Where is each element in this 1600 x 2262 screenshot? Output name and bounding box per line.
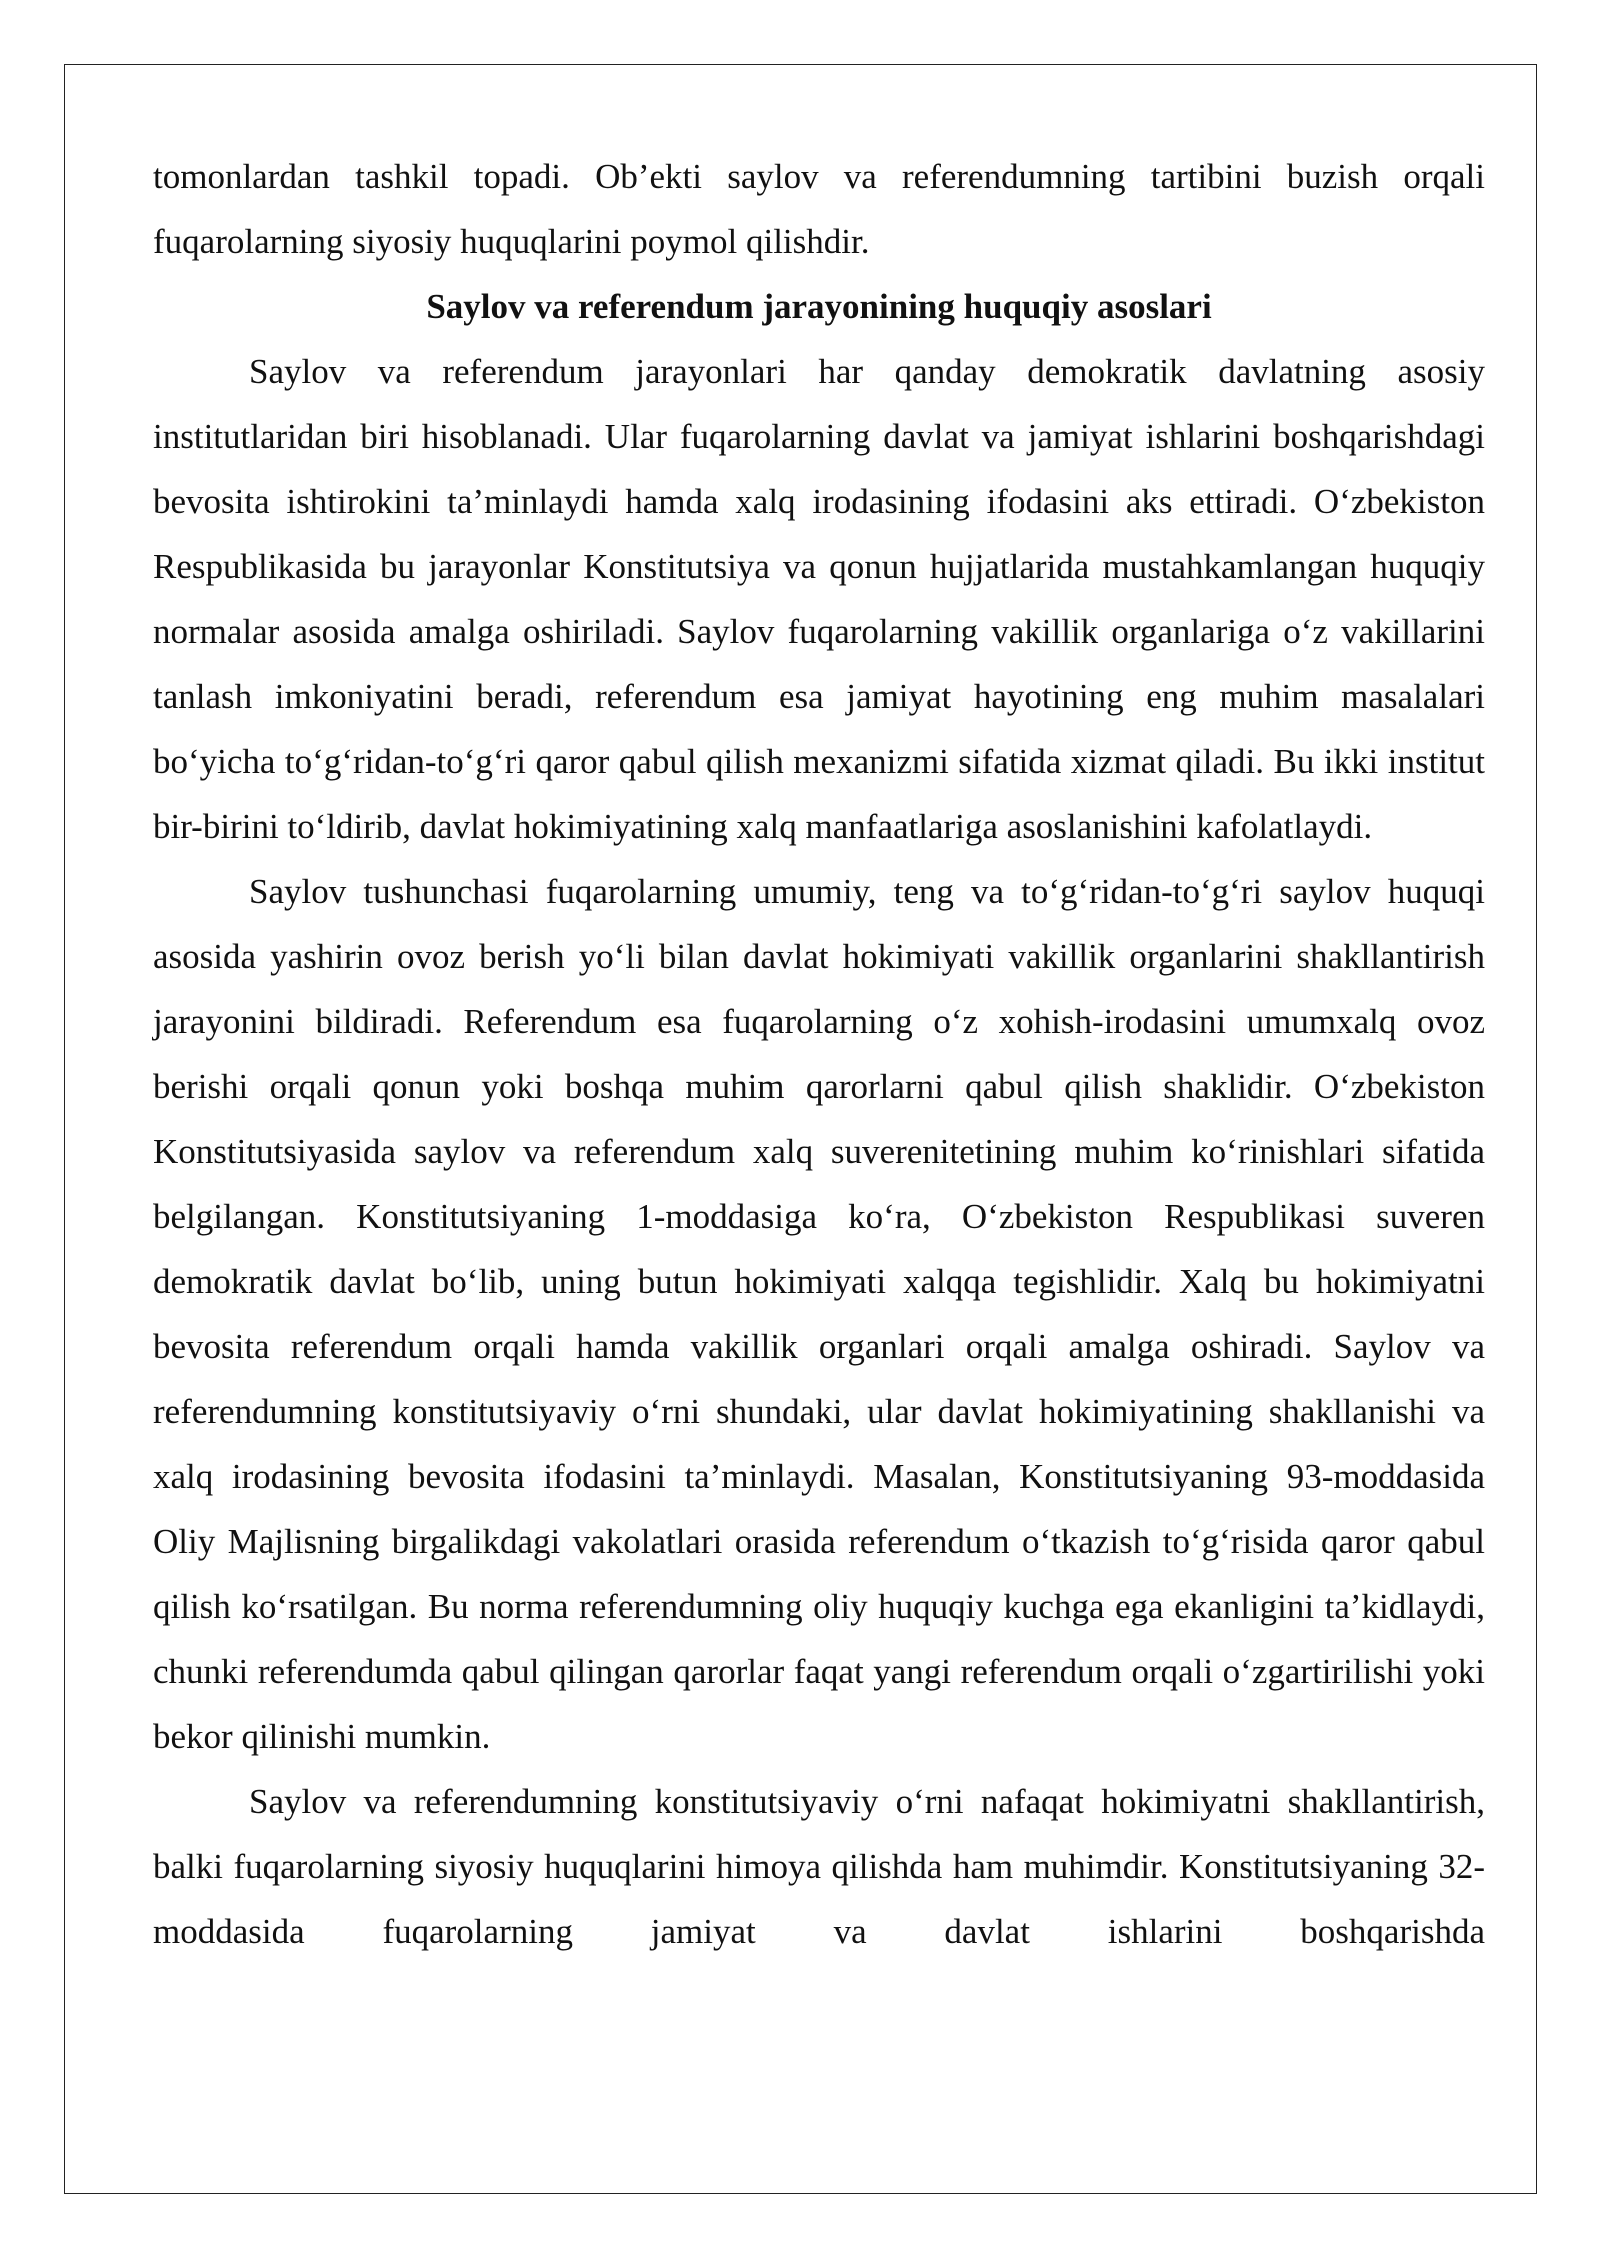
paragraph-continuation: tomonlardan tashkil topadi. Ob’ekti saylov va referendumning tartibini buzish orqali fuqarolarning siyosiy huquqlarini poymol qilishdir. [153,157,1485,261]
paragraph-2: Saylov tushunchasi fuqarolarning umumiy, teng va to‘g‘ridan-to‘g‘ri saylov huquqi asosida yashirin ovoz berish yo‘li bilan davlat hokimiyati vakillik organlarini shakllantirish jarayonini bildiradi. Referendum esa fuqarolarning o‘z xohish-irodasini umumxalq ovoz berishi orqali qonun yoki boshqa muhim qarorlarni qabul qilish shaklidir. O‘zbekiston Konstitutsiyasida saylov va referendum xalq suverenitetining muhim ko‘rinishlari sifatida belgilangan. Konstitutsiyaning 1-moddasiga ko‘ra, O‘zbekiston Respublikasi suveren demokratik davlat bo‘lib, uning butun hokimiyati xalqqa tegishlidir. Xalq bu hokimiyatni bevosita referendum orqali hamda vakillik organlari orqali amalga oshiradi. Saylov va referendumning konstitutsiyaviy o‘rni shundaki, ular davlat hokimiyatining shakllanishi va xalq irodasining bevosita ifodasini ta’minlaydi. Masalan, Konstitutsiyaning 93-moddasida Oliy Majlisning birgalikdagi vakolatlari orasida referendum o‘tkazish to‘g‘risida qaror qabul qilish ko‘rsatilgan. Bu norma referendumning oliy huquqiy kuchga ega ekanligini ta’kidlaydi, chunki referendumda qabul qilingan qarorlar faqat yangi referendum orqali o‘zgartirilishi yoki bekor qilinishi mumkin. [153,872,1485,1756]
document-body [153,144,1485,1964]
paragraph-3: Saylov va referendumning konstitutsiyaviy o‘rni nafaqat hokimiyatni shakllantirish, balki fuqarolarning siyosiy huquqlarini himoya qilishda ham muhimdir. Konstitutsiyaning 32-moddasida fuqarolarning jamiyat va davlat ishlarini boshqarishda [153,1782,1485,1951]
paragraph-1: Saylov va referendum jarayonlari har qanday demokratik davlatning asosiy institutlaridan biri hisoblanadi. Ular fuqarolarning davlat va jamiyat ishlarini boshqarishdagi bevosita ishtirokini ta’minlaydi hamda xalq irodasining ifodasini aks ettiradi. O‘zbekiston Respublikasida bu jarayonlar Konstitutsiya va qonun hujjatlarida mustahkamlangan huquqiy normalar asosida amalga oshiriladi. Saylov fuqarolarning vakillik organlariga o‘z vakillarini tanlash imkoniyatini beradi, referendum esa jamiyat hayotining eng muhim masalalari bo‘yicha to‘g‘ridan-to‘g‘ri qaror qabul qilish mexanizmi sifatida xizmat qiladi. Bu ikki institut bir-birini to‘ldirib, davlat hokimiyatining xalq manfaatlariga asoslanishini kafolatlaydi. [153,352,1485,846]
section-heading: Saylov va referendum jarayonining huquqiy asoslari [426,287,1212,326]
